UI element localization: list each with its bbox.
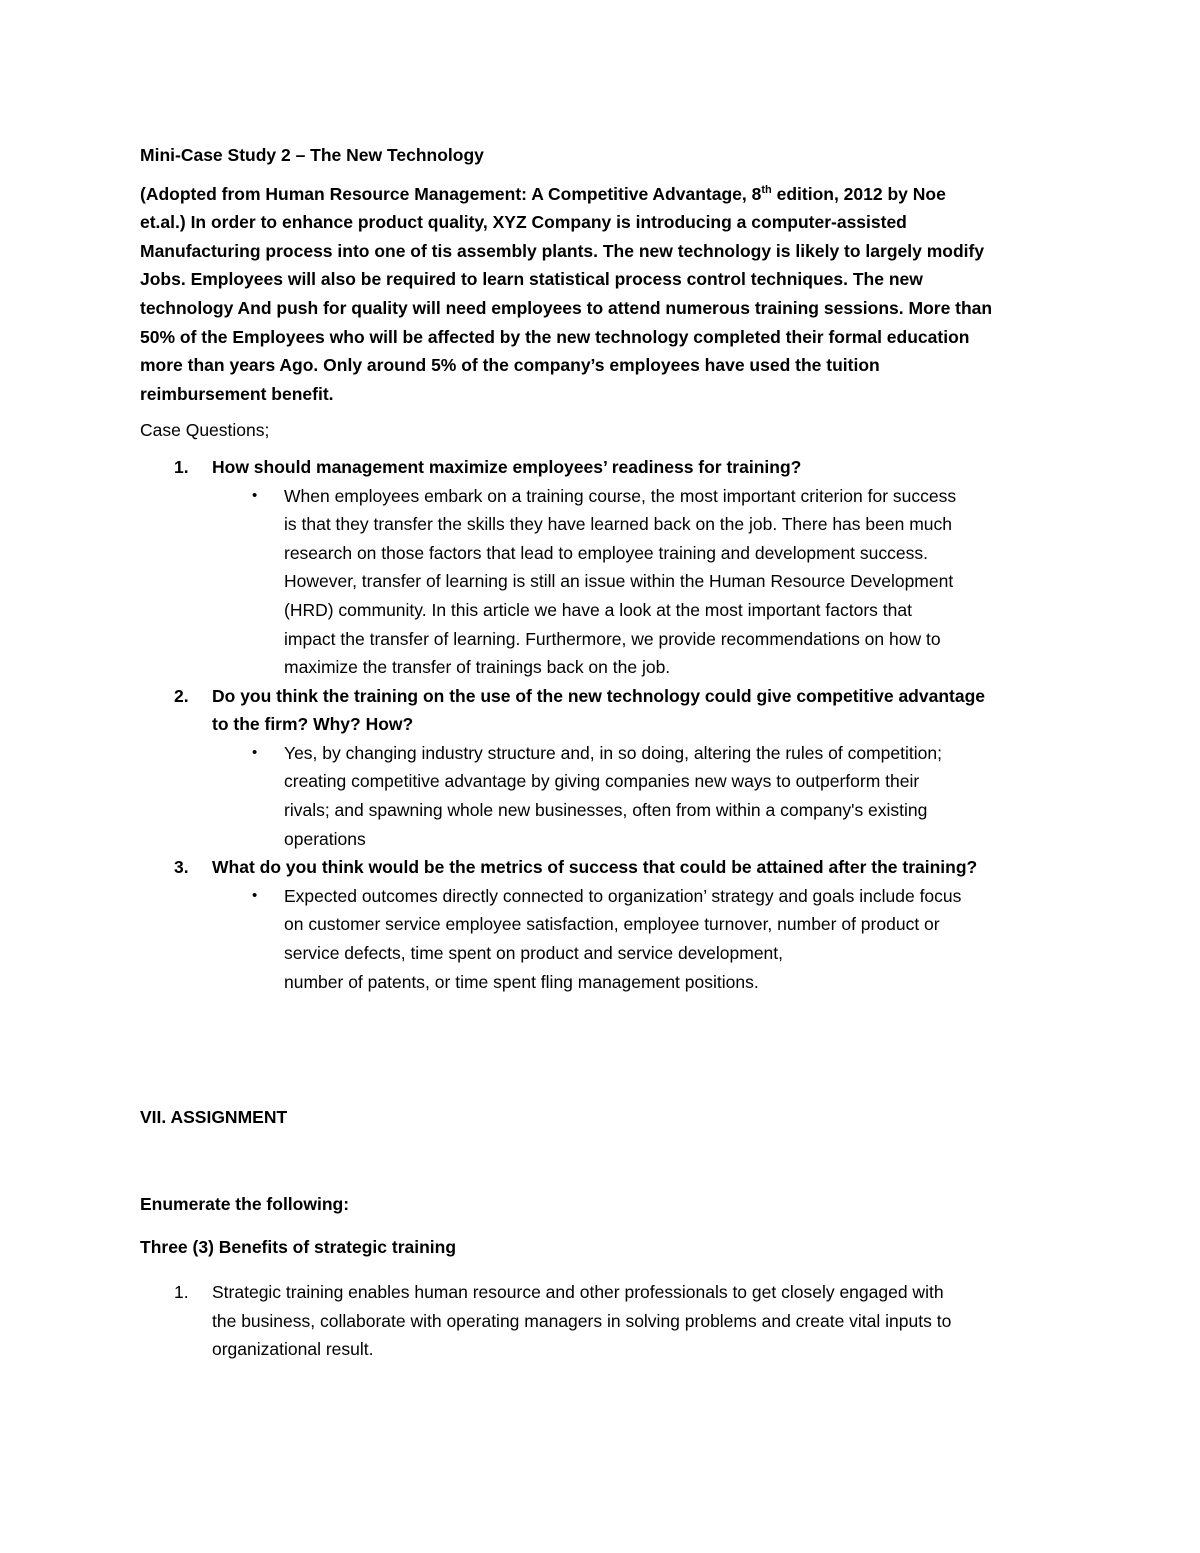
benefits-heading: Three (3) Benefits of strategic training (140, 1237, 457, 1257)
question-number: 1. (174, 456, 189, 477)
case-study-title: Mini-Case Study 2 – The New Technology (140, 145, 484, 165)
intro-line: et.al.) In order to enhance product quality, XYZ Company is introducing a computer-assisted (140, 212, 907, 233)
benefit-line: Strategic training enables human resource and other professionals to get closely engaged with (212, 1282, 944, 1302)
intro-line: 50% of the Employees who will be affected by the new technology completed their formal education (140, 326, 970, 347)
intro-text: edition, 2012 by Noe (771, 183, 946, 204)
question-text: What do you think would be the metrics of success that could be attained after the training? (212, 857, 978, 878)
answer-line: operations (284, 828, 366, 849)
bullet-icon: • (252, 486, 258, 504)
question-item (140, 682, 1070, 854)
intro-line: technology And push for quality will need employees to attend numerous training sessions. More than (140, 297, 993, 318)
case-questions-label: Case Questions; (140, 420, 270, 441)
answer-line: rivals; and spawning whole new businesses, often from within a company's existing (284, 800, 928, 821)
benefit-item (140, 1278, 1070, 1364)
answer-line: (HRD) community. In this article we have a look at the most important factors that (284, 599, 912, 620)
answer-line: Yes, by changing industry structure and, in so doing, altering the rules of competition; (284, 742, 942, 763)
question-text: Do you think the training on the use of the new technology could give competitive advantage (212, 685, 985, 706)
benefit-line: the business, collaborate with operating managers in solving problems and create vital inputs to (212, 1310, 952, 1331)
intro-text: (Adopted from Human Resource Management: A Competitive Advantage, 8 (140, 183, 762, 204)
answer-line: creating competitive advantage by giving companies new ways to outperform their (284, 771, 920, 792)
intro-line: Manufacturing process into one of tis assembly plants. The new technology is likely to largely modify (140, 240, 985, 261)
benefit-line: organizational result. (212, 1339, 374, 1360)
enumerate-heading: Enumerate the following: (140, 1194, 350, 1214)
intro-line: reimbursement benefit. (140, 383, 334, 404)
question-number: 3. (174, 857, 189, 878)
document-page (140, 141, 1070, 996)
intro-paragraph (140, 180, 1070, 409)
answer-line: on customer service employee satisfaction, employee turnover, number of product or (284, 914, 940, 935)
answer-line: number of patents, or time spent fling management positions. (284, 971, 759, 992)
bullet-icon: • (252, 886, 258, 904)
benefits-list (140, 1278, 1070, 1364)
intro-line: Jobs. Employees will also be required to learn statistical process control techniques. The new (140, 269, 923, 290)
answer-line: However, transfer of learning is still an issue within the Human Resource Development (284, 571, 954, 592)
question-text: to the firm? Why? How? (212, 714, 414, 735)
answer-item (140, 739, 1070, 853)
answer-line: service defects, time spent on product and service development, (284, 943, 784, 964)
question-item (140, 453, 1070, 682)
answer-item (140, 482, 1070, 682)
answer-line: When employees embark on a training course, the most important criterion for success (284, 485, 957, 506)
superscript: th (761, 183, 772, 196)
answer-item (140, 882, 1070, 996)
question-item (140, 853, 1070, 996)
benefit-number: 1. (174, 1282, 189, 1302)
answer-line: impact the transfer of learning. Furthermore, we provide recommendations on how to (284, 628, 941, 649)
assignment-heading: VII. ASSIGNMENT (140, 1107, 288, 1127)
answer-line: Expected outcomes directly connected to organization’ strategy and goals include focus (284, 885, 962, 906)
answer-line: maximize the transfer of trainings back on the job. (284, 657, 671, 678)
question-text: How should management maximize employees’ readiness for training? (212, 456, 802, 477)
answer-line: research on those factors that lead to employee training and development success. (284, 542, 928, 563)
bullet-icon: • (252, 743, 258, 761)
questions-list (140, 453, 1070, 996)
intro-line: more than years Ago. Only around 5% of the company’s employees have used the tuition (140, 355, 880, 376)
answer-line: is that they transfer the skills they have learned back on the job. There has been much (284, 514, 952, 535)
question-number: 2. (174, 685, 189, 706)
intro-line (140, 180, 1070, 209)
